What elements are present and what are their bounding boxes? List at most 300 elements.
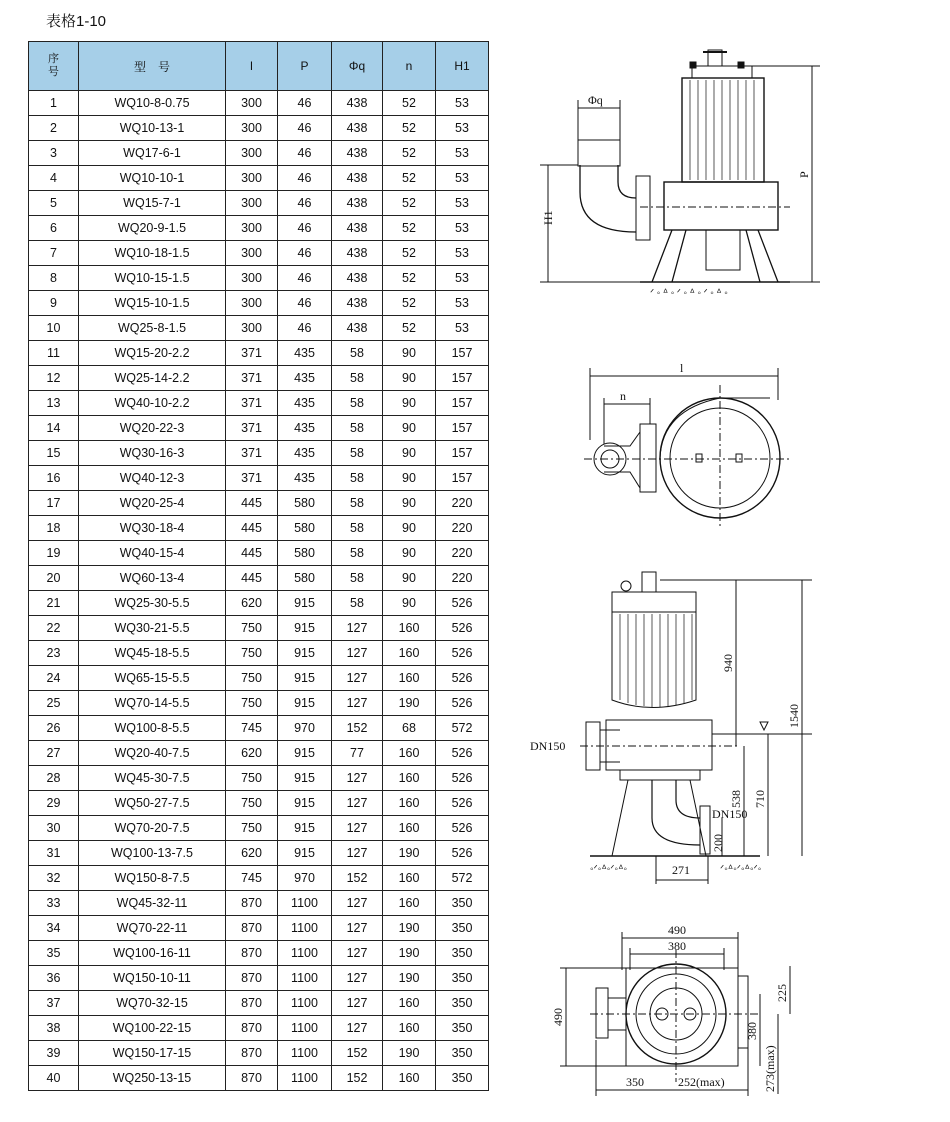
label-350: 350 [626,1075,644,1089]
cell-index: 18 [29,516,79,541]
cell-l: 620 [226,741,278,766]
cell-n: 90 [383,366,436,391]
cell-p: 915 [278,766,332,791]
cell-index: 28 [29,766,79,791]
label-490-left: 490 [551,1008,565,1026]
cell-n: 160 [383,641,436,666]
table-row [29,516,489,541]
cell-model: WQ250-13-15 [79,1066,226,1091]
col-header-p: P [278,42,332,91]
cell-phi-q: 438 [332,141,383,166]
cell-index: 36 [29,966,79,991]
cell-model: WQ30-21-5.5 [79,616,226,641]
cell-index: 21 [29,591,79,616]
cell-model: WQ30-16-3 [79,441,226,466]
cell-h1: 53 [436,91,489,116]
table-row [29,291,489,316]
cell-l: 445 [226,491,278,516]
cell-p: 46 [278,316,332,341]
cell-h1: 53 [436,241,489,266]
cell-h1: 157 [436,466,489,491]
cell-l: 371 [226,391,278,416]
table-row [29,866,489,891]
cell-n: 190 [383,966,436,991]
cell-l: 870 [226,991,278,1016]
cell-model: WQ50-27-7.5 [79,791,226,816]
label-h1: H1 [541,210,555,225]
cell-index: 11 [29,341,79,366]
cell-phi-q: 127 [332,991,383,1016]
cell-phi-q: 58 [332,541,383,566]
cell-model: WQ70-22-11 [79,916,226,941]
cell-model: WQ40-15-4 [79,541,226,566]
label-271: 271 [672,863,690,877]
cell-index: 32 [29,866,79,891]
table-row [29,466,489,491]
cell-model: WQ15-20-2.2 [79,341,226,366]
cell-phi-q: 127 [332,641,383,666]
pump-top-view [584,361,790,528]
cell-model: WQ150-8-7.5 [79,866,226,891]
table-row [29,591,489,616]
cell-l: 445 [226,516,278,541]
cell-model: WQ20-22-3 [79,416,226,441]
cell-model: WQ20-9-1.5 [79,216,226,241]
cell-h1: 157 [436,441,489,466]
cell-phi-q: 438 [332,266,383,291]
cell-n: 52 [383,216,436,241]
col-header-model: 型 号 [79,42,226,91]
table-row [29,616,489,641]
table-row [29,741,489,766]
cell-p: 435 [278,366,332,391]
cell-n: 52 [383,166,436,191]
pump-elevation-view [530,572,812,884]
cell-n: 160 [383,866,436,891]
cell-l: 300 [226,316,278,341]
cell-n: 160 [383,616,436,641]
cell-p: 915 [278,641,332,666]
cell-h1: 53 [436,266,489,291]
cell-n: 190 [383,841,436,866]
cell-p: 580 [278,516,332,541]
cell-p: 915 [278,691,332,716]
cell-l: 870 [226,916,278,941]
cell-l: 300 [226,266,278,291]
table-row [29,191,489,216]
table-row [29,491,489,516]
cell-h1: 526 [436,616,489,641]
cell-n: 160 [383,1066,436,1091]
cell-l: 371 [226,341,278,366]
cell-n: 52 [383,291,436,316]
cell-l: 300 [226,116,278,141]
cell-index: 20 [29,566,79,591]
table-row [29,916,489,941]
cell-n: 160 [383,791,436,816]
label-490-top: 490 [668,923,686,937]
label-dn150-outlet: DN150 [712,807,748,821]
table-row [29,566,489,591]
table-row [29,166,489,191]
table-row [29,941,489,966]
cell-model: WQ45-18-5.5 [79,641,226,666]
cell-l: 870 [226,1041,278,1066]
table-row [29,541,489,566]
cell-p: 580 [278,566,332,591]
col-header-h1: H1 [436,42,489,91]
cell-phi-q: 438 [332,166,383,191]
cell-l: 620 [226,591,278,616]
cell-n: 90 [383,441,436,466]
cell-p: 435 [278,466,332,491]
cell-phi-q: 58 [332,591,383,616]
cell-phi-q: 127 [332,1016,383,1041]
cell-h1: 526 [436,666,489,691]
cell-index: 5 [29,191,79,216]
cell-phi-q: 58 [332,566,383,591]
cell-l: 745 [226,866,278,891]
label-1540: 1540 [787,704,801,728]
table-row [29,91,489,116]
cell-index: 35 [29,941,79,966]
cell-p: 1100 [278,1041,332,1066]
cell-model: WQ40-10-2.2 [79,391,226,416]
cell-index: 26 [29,716,79,741]
cell-model: WQ20-25-4 [79,491,226,516]
cell-phi-q: 127 [332,966,383,991]
cell-n: 52 [383,241,436,266]
table-row [29,366,489,391]
table-caption: 表格1-10 [46,13,107,30]
cell-p: 915 [278,791,332,816]
table-row [29,841,489,866]
cell-phi-q: 127 [332,841,383,866]
cell-index: 29 [29,791,79,816]
cell-l: 300 [226,91,278,116]
cell-model: WQ15-7-1 [79,191,226,216]
cell-l: 750 [226,666,278,691]
cell-model: WQ70-20-7.5 [79,816,226,841]
cell-l: 750 [226,766,278,791]
cell-n: 160 [383,816,436,841]
cell-n: 52 [383,91,436,116]
cell-p: 970 [278,716,332,741]
table-row [29,641,489,666]
table-row [29,391,489,416]
cell-p: 435 [278,416,332,441]
table-row [29,691,489,716]
spec-table [28,41,489,1091]
cell-p: 435 [278,391,332,416]
cell-phi-q: 58 [332,366,383,391]
cell-p: 580 [278,541,332,566]
cell-p: 1100 [278,916,332,941]
table-row [29,991,489,1016]
table-row [29,216,489,241]
cell-phi-q: 438 [332,116,383,141]
cell-model: WQ30-18-4 [79,516,226,541]
cell-index: 16 [29,466,79,491]
cell-model: WQ150-10-11 [79,966,226,991]
cell-phi-q: 127 [332,941,383,966]
cell-l: 870 [226,966,278,991]
cell-index: 3 [29,141,79,166]
cell-index: 12 [29,366,79,391]
cell-p: 1100 [278,1066,332,1091]
cell-n: 52 [383,116,436,141]
cell-l: 371 [226,466,278,491]
cell-index: 40 [29,1066,79,1091]
cell-h1: 157 [436,416,489,441]
cell-index: 8 [29,266,79,291]
cell-index: 10 [29,316,79,341]
cell-phi-q: 438 [332,316,383,341]
cell-phi-q: 58 [332,416,383,441]
cell-p: 915 [278,666,332,691]
cell-n: 90 [383,541,436,566]
cell-p: 46 [278,266,332,291]
cell-p: 915 [278,816,332,841]
cell-h1: 350 [436,1016,489,1041]
label-n: n [620,389,626,403]
cell-n: 90 [383,491,436,516]
cell-h1: 53 [436,216,489,241]
cell-h1: 350 [436,891,489,916]
cell-model: WQ150-17-15 [79,1041,226,1066]
cell-l: 750 [226,816,278,841]
table-row [29,241,489,266]
cell-l: 300 [226,141,278,166]
cell-h1: 526 [436,791,489,816]
table-row [29,966,489,991]
cell-index: 25 [29,691,79,716]
cell-p: 46 [278,91,332,116]
cell-index: 27 [29,741,79,766]
cell-p: 435 [278,441,332,466]
cell-p: 1100 [278,966,332,991]
cell-phi-q: 438 [332,91,383,116]
cell-h1: 350 [436,966,489,991]
cell-index: 17 [29,491,79,516]
cell-model: WQ25-8-1.5 [79,316,226,341]
cell-h1: 350 [436,941,489,966]
cell-phi-q: 127 [332,916,383,941]
pump-plan-view [551,923,790,1096]
table-row [29,766,489,791]
cell-p: 46 [278,216,332,241]
cell-h1: 526 [436,691,489,716]
cell-phi-q: 58 [332,391,383,416]
col-header-index: 序 号 [29,42,79,91]
cell-phi-q: 58 [332,441,383,466]
table-row [29,266,489,291]
cell-h1: 53 [436,141,489,166]
cell-model: WQ70-14-5.5 [79,691,226,716]
cell-l: 371 [226,441,278,466]
cell-h1: 350 [436,916,489,941]
cell-p: 46 [278,166,332,191]
cell-model: WQ10-10-1 [79,166,226,191]
cell-h1: 526 [436,816,489,841]
cell-h1: 350 [436,1041,489,1066]
cell-index: 38 [29,1016,79,1041]
cell-index: 37 [29,991,79,1016]
cell-h1: 53 [436,116,489,141]
table-row [29,416,489,441]
cell-model: WQ15-10-1.5 [79,291,226,316]
cell-model: WQ25-30-5.5 [79,591,226,616]
label-252max: 252(max) [678,1075,725,1089]
cell-h1: 220 [436,516,489,541]
cell-index: 15 [29,441,79,466]
cell-index: 2 [29,116,79,141]
cell-phi-q: 127 [332,816,383,841]
cell-p: 1100 [278,891,332,916]
cell-model: WQ100-16-11 [79,941,226,966]
svg-text:ᐟ◦ᐞ◦ᐟ◦ᐞ◦ᐟ◦: ᐟ◦ᐞ◦ᐟ◦ᐞ◦ᐟ◦ [720,864,762,875]
table-row [29,666,489,691]
label-538: 538 [729,790,743,808]
table-row [29,716,489,741]
cell-h1: 53 [436,316,489,341]
label-940: 940 [721,654,735,672]
cell-n: 190 [383,941,436,966]
cell-n: 90 [383,341,436,366]
cell-phi-q: 58 [332,341,383,366]
cell-n: 160 [383,766,436,791]
cell-h1: 572 [436,716,489,741]
cell-model: WQ10-13-1 [79,116,226,141]
cell-p: 46 [278,191,332,216]
cell-n: 52 [383,141,436,166]
cell-p: 46 [278,291,332,316]
cell-h1: 220 [436,491,489,516]
cell-index: 1 [29,91,79,116]
cell-h1: 526 [436,766,489,791]
cell-l: 300 [226,216,278,241]
table-row [29,791,489,816]
cell-h1: 572 [436,866,489,891]
cell-n: 90 [383,391,436,416]
table-row [29,1016,489,1041]
table-row [29,316,489,341]
cell-h1: 157 [436,391,489,416]
cell-phi-q: 152 [332,866,383,891]
cell-p: 1100 [278,991,332,1016]
cell-h1: 220 [436,541,489,566]
cell-n: 190 [383,1041,436,1066]
cell-p: 970 [278,866,332,891]
cell-index: 6 [29,216,79,241]
cell-l: 445 [226,541,278,566]
cell-model: WQ60-13-4 [79,566,226,591]
cell-phi-q: 127 [332,766,383,791]
table-row [29,341,489,366]
cell-phi-q: 58 [332,491,383,516]
cell-h1: 53 [436,166,489,191]
cell-l: 745 [226,716,278,741]
cell-n: 90 [383,566,436,591]
cell-n: 160 [383,891,436,916]
table-row [29,1041,489,1066]
cell-phi-q: 127 [332,891,383,916]
label-380-top: 380 [668,939,686,953]
cell-model: WQ10-18-1.5 [79,241,226,266]
cell-p: 1100 [278,1016,332,1041]
cell-n: 190 [383,916,436,941]
cell-n: 190 [383,691,436,716]
cell-p: 915 [278,591,332,616]
cell-model: WQ20-40-7.5 [79,741,226,766]
cell-h1: 526 [436,741,489,766]
cell-model: WQ45-32-11 [79,891,226,916]
cell-model: WQ45-30-7.5 [79,766,226,791]
cell-l: 870 [226,941,278,966]
cell-model: WQ100-13-7.5 [79,841,226,866]
cell-p: 580 [278,491,332,516]
svg-text:◦ᐟ◦ᐞ◦ᐟ◦ᐞ◦: ◦ᐟ◦ᐞ◦ᐟ◦ᐞ◦ [590,864,628,875]
cell-h1: 526 [436,641,489,666]
table-row [29,441,489,466]
cell-h1: 157 [436,366,489,391]
cell-phi-q: 58 [332,466,383,491]
label-200: 200 [711,834,725,852]
cell-p: 1100 [278,941,332,966]
cell-index: 31 [29,841,79,866]
cell-index: 30 [29,816,79,841]
cell-n: 160 [383,1016,436,1041]
cell-n: 52 [383,266,436,291]
label-225: 225 [775,984,789,1002]
cell-phi-q: 77 [332,741,383,766]
pump-drawings [470,0,950,1122]
cell-h1: 350 [436,1066,489,1091]
cell-n: 68 [383,716,436,741]
cell-l: 750 [226,641,278,666]
svg-text:ᐟ ◦ ᐞ ◦ ᐟ ◦ ᐞ ◦ ᐟ ◦ ᐞ ◦: ᐟ ◦ ᐞ ◦ ᐟ ◦ ᐞ ◦ ᐟ ◦ ᐞ ◦ [650,288,728,299]
cell-index: 7 [29,241,79,266]
cell-p: 46 [278,116,332,141]
col-header-phi-q: Φq [332,42,383,91]
col-header-l: l [226,42,278,91]
table-row [29,891,489,916]
cell-model: WQ40-12-3 [79,466,226,491]
cell-index: 13 [29,391,79,416]
cell-h1: 157 [436,341,489,366]
cell-phi-q: 58 [332,516,383,541]
label-l: l [680,361,684,375]
cell-index: 4 [29,166,79,191]
cell-l: 870 [226,1016,278,1041]
cell-model: WQ65-15-5.5 [79,666,226,691]
cell-l: 750 [226,616,278,641]
cell-n: 90 [383,591,436,616]
table-row [29,141,489,166]
cell-phi-q: 152 [332,1041,383,1066]
cell-phi-q: 152 [332,1066,383,1091]
cell-phi-q: 438 [332,291,383,316]
cell-index: 14 [29,416,79,441]
cell-model: WQ100-22-15 [79,1016,226,1041]
cell-index: 22 [29,616,79,641]
cell-phi-q: 152 [332,716,383,741]
cell-l: 445 [226,566,278,591]
cell-l: 750 [226,691,278,716]
cell-h1: 53 [436,291,489,316]
cell-l: 300 [226,166,278,191]
label-380-right: 380 [745,1022,759,1040]
